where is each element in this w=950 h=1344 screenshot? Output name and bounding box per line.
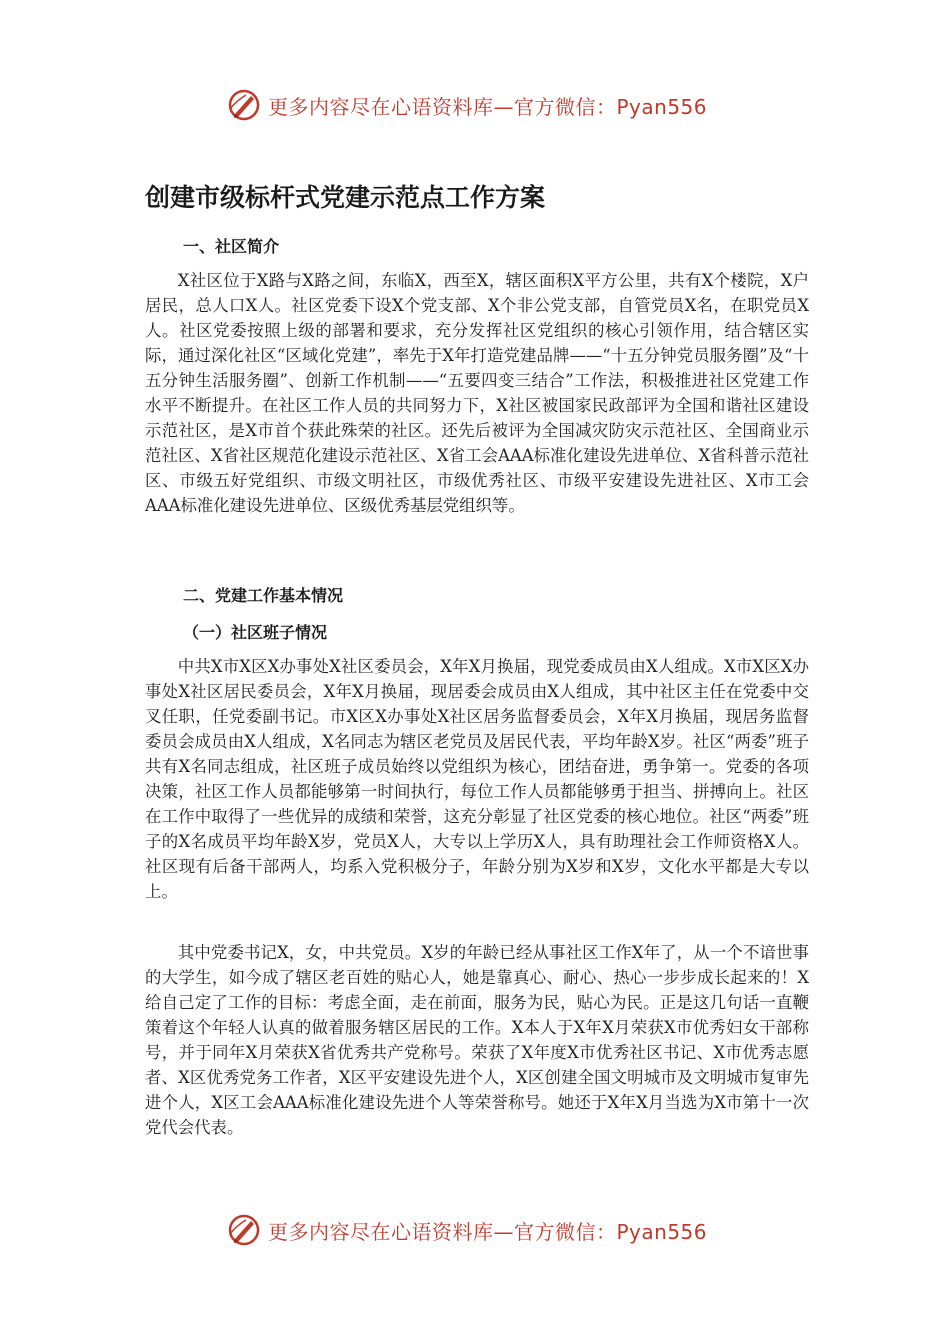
section-heading-party-building: 二、党建工作基本情况 <box>183 586 344 605</box>
pen-logo-icon <box>226 1212 262 1248</box>
paragraph-leadership: 中共X市X区X办事处X社区委员会，X年X月换届，现党委成员由X人组成。X市X区X办事处X社区居民委员会，X年X月换届，现居委会成员由X人组成，其中社区主任在党委中交叉任职，任党委副书记。市X区X办事处X社区居务监督委员会，X年X月换届，现居务监督委员会成员由X人组成，X名同志为辖区老党员及居民代表，平均年龄X岁。社区“两委”班子共有X名同志组成，社区班子成员始终以党组织为核心，团结奋进，勇争第一。党委的各项决策，社区工作人员都能够第一时间执行，每位工作人员都能够勇于担当、拼搏向上。社区在工作中取得了一些优异的成绩和荣誉，这充分彰显了社区党委的核心地位。社区“两委”班子的X名成员平均年龄X岁，党员X人，大专以上学历X人，具有助理社会工作师资格X人。社区现有后备干部两人，均系入党积极分子，年龄分别为X岁和X岁，文化水平都是大专以上。 <box>145 657 809 901</box>
section-heading-intro: 一、社区简介 <box>183 237 280 256</box>
footer-watermark <box>226 1210 746 1250</box>
header-watermark <box>226 85 746 125</box>
watermark-text: 更多内容尽在心语资料库—官方微信：Pyan556 <box>268 94 708 119</box>
pen-logo-icon <box>226 87 262 123</box>
watermark-text: 更多内容尽在心语资料库—官方微信：Pyan556 <box>268 1219 708 1244</box>
paragraph-community-intro: X社区位于X路与X路之间，东临X，西至X，辖区面积X平方公里，共有X个楼院，X户居民，总人口X人。社区党委下设X个党支部、X个非公党支部，自管党员X名，在职党员X人。社区党委按照上级的部署和要求，充分发挥社区党组织的核心引领作用，结合辖区实际，通过深化社区“区域化党建”，率先于X年打造党建品牌——“十五分钟党员服务圈”及“十五分钟生活服务圈”、创新工作机制——“五要四变三结合”工作法，积极推进社区党建工作水平不断提升。在社区工作人员的共同努力下，X社区被国家民政部评为全国和谐社区建设示范社区，是X市首个获此殊荣的社区。还先后被评为全国减灾防灾示范社区、全国商业示范社区、X省社区规范化建设示范社区、X省工会AAA标准化建设先进单位、X省科普示范社区、市级五好党组织、市级文明社区，市级优秀社区、市级平安建设先进社区、X市工会AAA标准化建设先进单位、区级优秀基层党组织等。 <box>145 271 809 515</box>
paragraph-party-secretary: 其中党委书记X，女，中共党员。X岁的年龄已经从事社区工作X年了，从一个不谙世事的大学生，如今成了辖区老百姓的贴心人，她是靠真心、耐心、热心一步步成长起来的！X给自己定了工作的目标：考虑全面，走在前面，服务为民，贴心为民。正是这几句话一直鞭策着这个年轻人认真的做着服务辖区居民的工作。X本人于X年X月荣获X市优秀妇女干部称号，并于同年X月荣获X省优秀共产党称号。荣获了X年度X市优秀社区书记、X市优秀志愿者、X区优秀党务工作者，X区平安建设先进个人，X区创建全国文明城市及文明城市复审先进个人，X区工会AAA标准化建设先进个人等荣誉称号。她还于X年X月当选为X市第十一次党代会代表。 <box>145 943 809 1137</box>
subsection-heading-leadership: （一）社区班子情况 <box>183 623 328 642</box>
document-title: 创建市级标杆式党建示范点工作方案 <box>145 183 546 212</box>
